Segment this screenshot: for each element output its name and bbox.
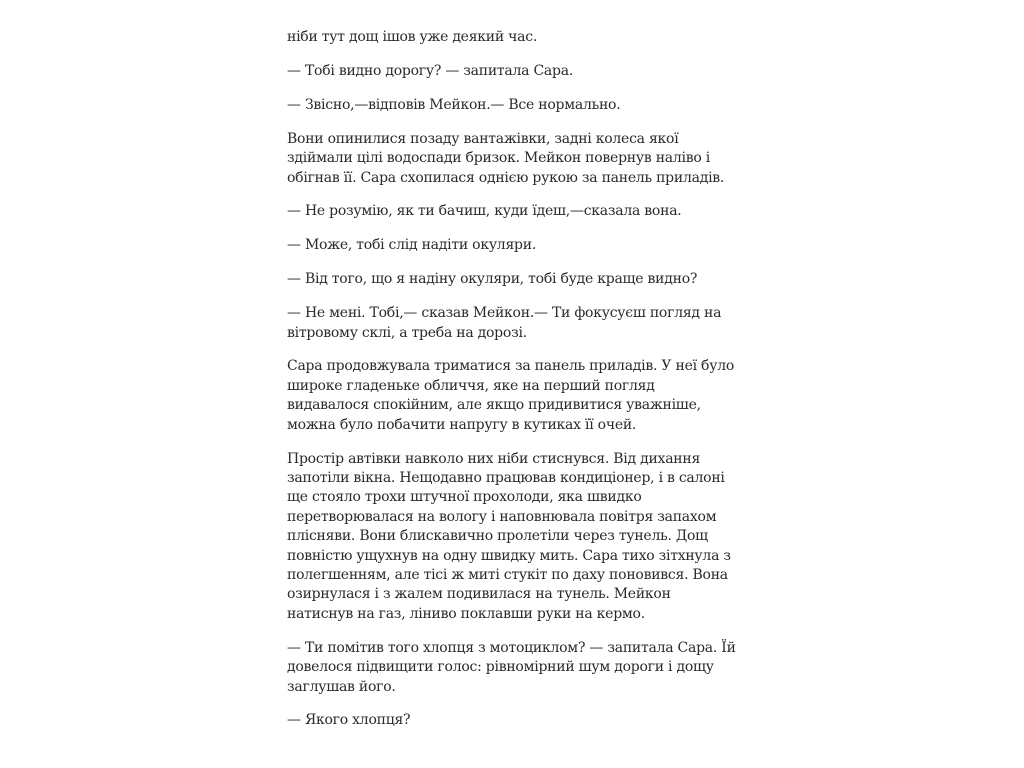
paragraph-5: — Не розумію, як ти бачиш, куди їдеш,—сказала вона. [287, 203, 682, 220]
paragraph-12: — Якого хлопця? [287, 712, 411, 729]
paragraph-3: — Звісно,—відповів Мейкон.— Все нормально. [287, 96, 621, 113]
paragraph-4: Вони опинилися позаду вантажівки, задні колеса якої здіймали цілі водоспади бризок. Мейкон повернув наліво і обігнав її. Сара схопилася однією рукою за панель приладів. [287, 130, 725, 186]
paragraph-1: ніби тут дощ ішов уже деякий час. [287, 29, 538, 45]
paragraph-7: — Від того, що я надіну окуляри, тобі буде краще видно? [287, 271, 698, 288]
book-page [287, 28, 739, 745]
paragraph-8: — Не мені. Тобі,— сказав Мейкон.— Ти фокусуєш погляд на вітровому склі, а треба на дорозі. [287, 305, 722, 341]
paragraph-9: Сара продовжувала триматися за панель приладів. У неї було широке гладеньке обличчя, яке на перший погляд видавалося спокійним, але якщо придивитися уважніше, можна було побачити напругу в кутиках її очей. [287, 358, 735, 433]
paragraph-6: — Може, тобі слід надіти окуляри. [287, 237, 537, 254]
paragraph-11: — Ти помітив того хлопця з мотоциклом? — запитала Сара. Їй довелося підвищити голос: рівномірний шум дороги і дощу заглушав його. [287, 639, 736, 695]
paragraph-10: Простір автівки навколо них ніби стиснувся. Від дихання запотіли вікна. Нещодавно працював кондиціонер, і в салоні ще стояло трохи штучної прохолоди, яка швидко перетворювалася на вологу і наповнювала повітря запахом плісняви. Вони блискавично пролетіли через тунель. Дощ повністю ущухнув на одну швидку мить. Сара тихо зітхнула з полегшенням, але тісі ж миті стукіт по даху поновився. Вона озирнулася і з жалем подивилася на тунель. Мейкон натиснув на газ, ліниво поклавши руки на кермо. [287, 450, 731, 622]
paragraph-2: — Тобі видно дорогу? — запитала Сара. [287, 62, 574, 79]
